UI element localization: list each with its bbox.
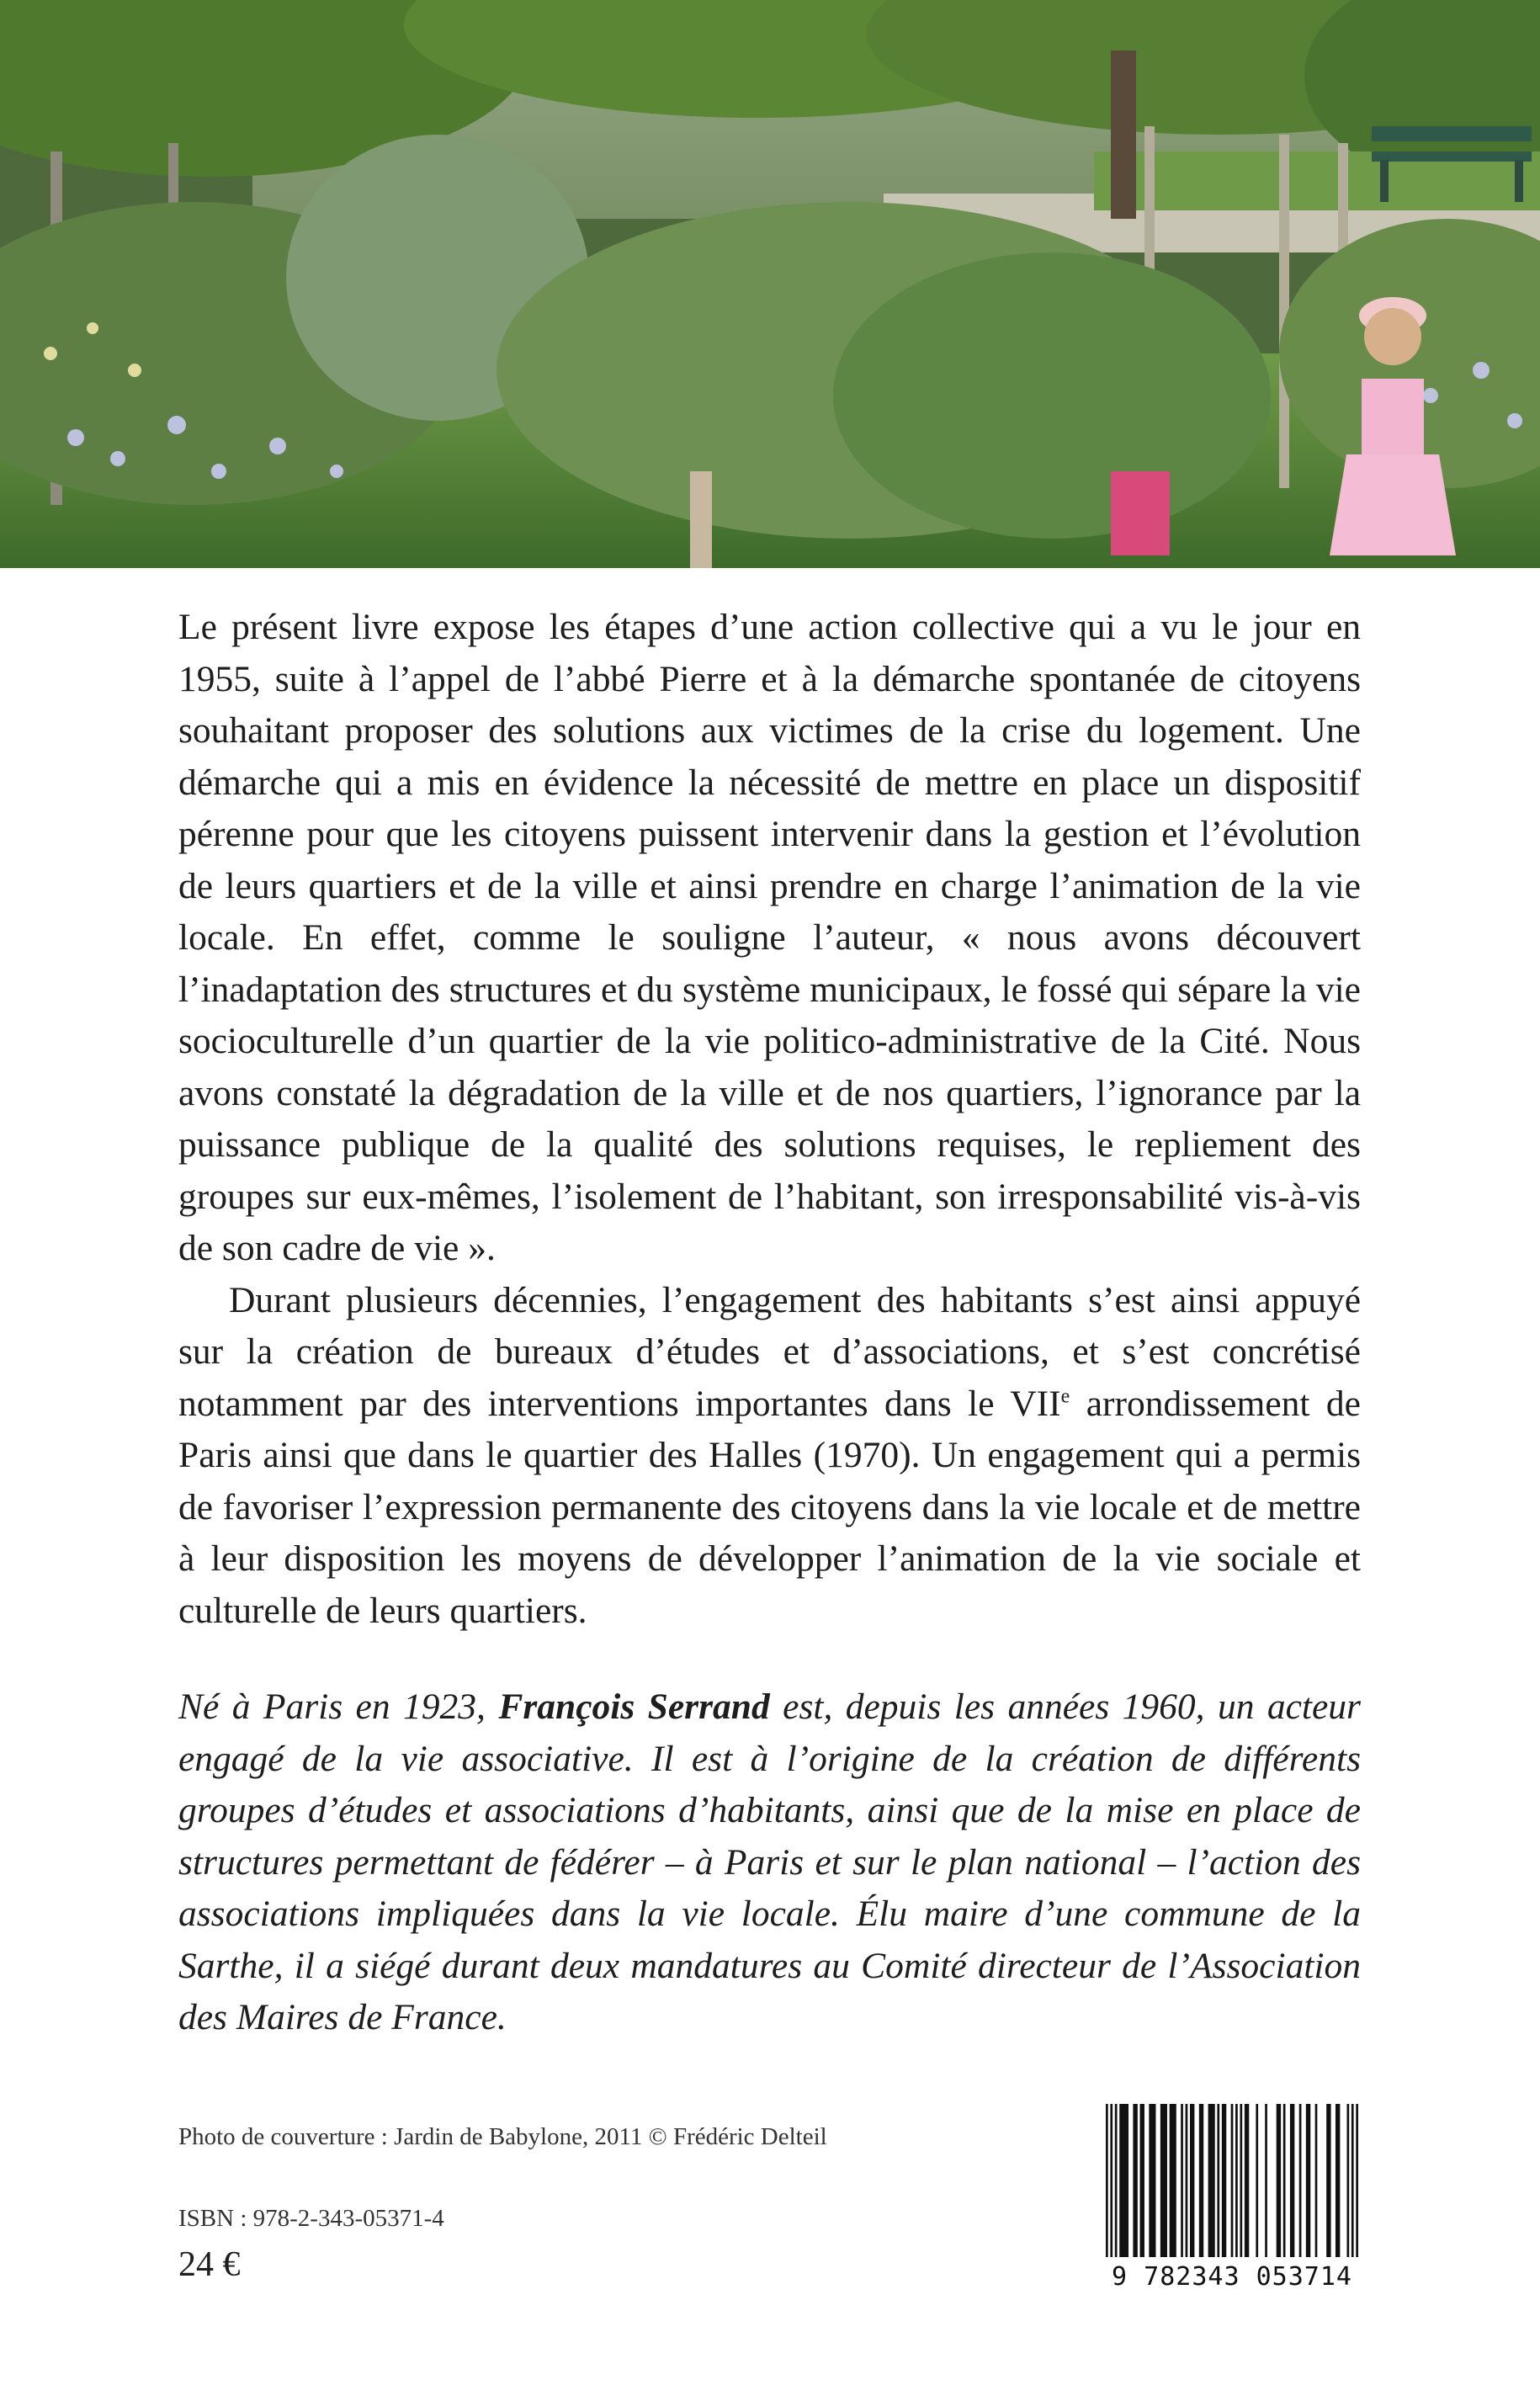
barcode-bar bbox=[1326, 2104, 1330, 2257]
barcode-bar bbox=[1133, 2104, 1137, 2257]
barcode-bar bbox=[1110, 2104, 1113, 2257]
barcode-bar bbox=[1235, 2104, 1238, 2257]
back-cover-summary bbox=[178, 602, 1361, 1637]
barcode-bar bbox=[1290, 2104, 1294, 2257]
summary-paragraph-2 bbox=[178, 1275, 1361, 1638]
barcode-bar bbox=[1315, 2104, 1318, 2257]
isbn-text: ISBN : 978-2-343-05371-4 bbox=[178, 2205, 444, 2232]
barcode-bar bbox=[1115, 2104, 1118, 2257]
author-bio bbox=[178, 1681, 1361, 2044]
summary-paragraph-2-start: Durant plusieurs décennies, l’engagement des habitants s’est ainsi appuyé sur la création de bureaux d’études et d’associations, et s’est concrétisé notamment par des interventions importantes dans le VII bbox=[178, 1279, 1361, 1424]
summary-paragraph-2-end: arrondissement de Paris ainsi que dans le quartier des Halles (1970). Un engagement qui a permis de favoriser l’expression permanente des citoyens dans la vie locale et de mettre à leur disposition les moyens de développer l’animation de la vie sociale et culturelle de leurs quartiers. bbox=[178, 1383, 1361, 1631]
barcode-bar bbox=[1306, 2104, 1310, 2257]
barcode-bar bbox=[1245, 2104, 1249, 2257]
barcode-bar bbox=[1265, 2104, 1267, 2257]
barcode-bar bbox=[1186, 2104, 1188, 2257]
barcode-bar bbox=[1181, 2104, 1183, 2257]
barcode-bar bbox=[1299, 2104, 1302, 2257]
garden-photo-icon bbox=[0, 0, 1540, 568]
barcode-bar bbox=[1346, 2104, 1349, 2257]
author-bio-rest: est, depuis les années 1960, un acteur engagé de la vie associative. Il est à l’origine de la création de différents groupes d’études et associations d’habitants, ainsi que de la mise en place de structures permettant de fédérer – à Paris et sur le plan national – l’action des associations impliquées dans la vie locale. Élu maire d’une commune de la Sarthe, il a siégé durant deux mandatures au Comité directeur de l’Association des Maires de France. bbox=[178, 1686, 1361, 2037]
barcode-bar bbox=[1283, 2104, 1286, 2257]
barcode-bar bbox=[1256, 2104, 1258, 2257]
barcode-bar bbox=[1208, 2104, 1215, 2257]
barcode-bar bbox=[1119, 2104, 1128, 2257]
barcode-bar bbox=[1356, 2104, 1358, 2257]
barcode-digits: 9 782343 053714 bbox=[1112, 2262, 1352, 2292]
barcode-bar bbox=[1277, 2104, 1281, 2257]
barcode-bar bbox=[1222, 2104, 1226, 2257]
author-name: François Serrand bbox=[498, 1686, 770, 1727]
author-bio-lead: Né à Paris en 1923, bbox=[178, 1686, 499, 1727]
barcode-bar bbox=[1106, 2104, 1108, 2257]
barcode-bar bbox=[1240, 2104, 1242, 2257]
ordinal-superscript: e bbox=[1060, 1385, 1070, 1407]
barcode-bar bbox=[1140, 2104, 1144, 2257]
barcode-bar bbox=[1217, 2104, 1219, 2257]
barcode bbox=[1099, 2104, 1365, 2296]
barcode-bar bbox=[1149, 2104, 1155, 2257]
barcode-bar bbox=[1351, 2104, 1354, 2257]
cover-photo bbox=[0, 0, 1540, 568]
barcode-bar bbox=[1336, 2104, 1340, 2257]
barcode-bar bbox=[1160, 2104, 1167, 2257]
barcode-bar bbox=[1170, 2104, 1176, 2257]
summary-paragraph-1: Le présent livre expose les étapes d’une action collective qui a vu le jour en 1955, suite à l’appel de l’abbé Pierre et à la démarche spontanée de citoyens souhaitant proposer des solutions aux victimes de la crise du logement. Une démarche qui a mis en évidence la nécessité de mettre en place un dispositif pérenne pour que les citoyens puissent intervenir dans la gestion et l’évolution de leurs quartiers et de la ville et ainsi prendre en charge l’animation de la vie locale. En effet, comme le souligne l’auteur, « nous avons découvert l’inadaptation des structures et du système municipaux, le fossé qui sépare la vie socioculturelle d’un quartier de la vie politico-administrative de la Cité. Nous avons constaté la dégradation de la ville et de nos quartiers, l’ignorance par la puissance publique de la qualité des solutions requises, le repliement des groupes sur eux-mêmes, l’isolement de l’habitant, son irresponsabilité vis-à-vis de son cadre de vie ». bbox=[178, 607, 1361, 1268]
price-text: 24 € bbox=[178, 2245, 241, 2284]
photo-credit: Photo de couverture : Jardin de Babylone, 2011 © Frédéric Delteil bbox=[178, 2123, 827, 2150]
barcode-bar bbox=[1190, 2104, 1194, 2257]
barcode-bar bbox=[1231, 2104, 1234, 2257]
barcode-bar bbox=[1199, 2104, 1203, 2257]
barcode-bars-icon bbox=[1099, 2104, 1365, 2264]
